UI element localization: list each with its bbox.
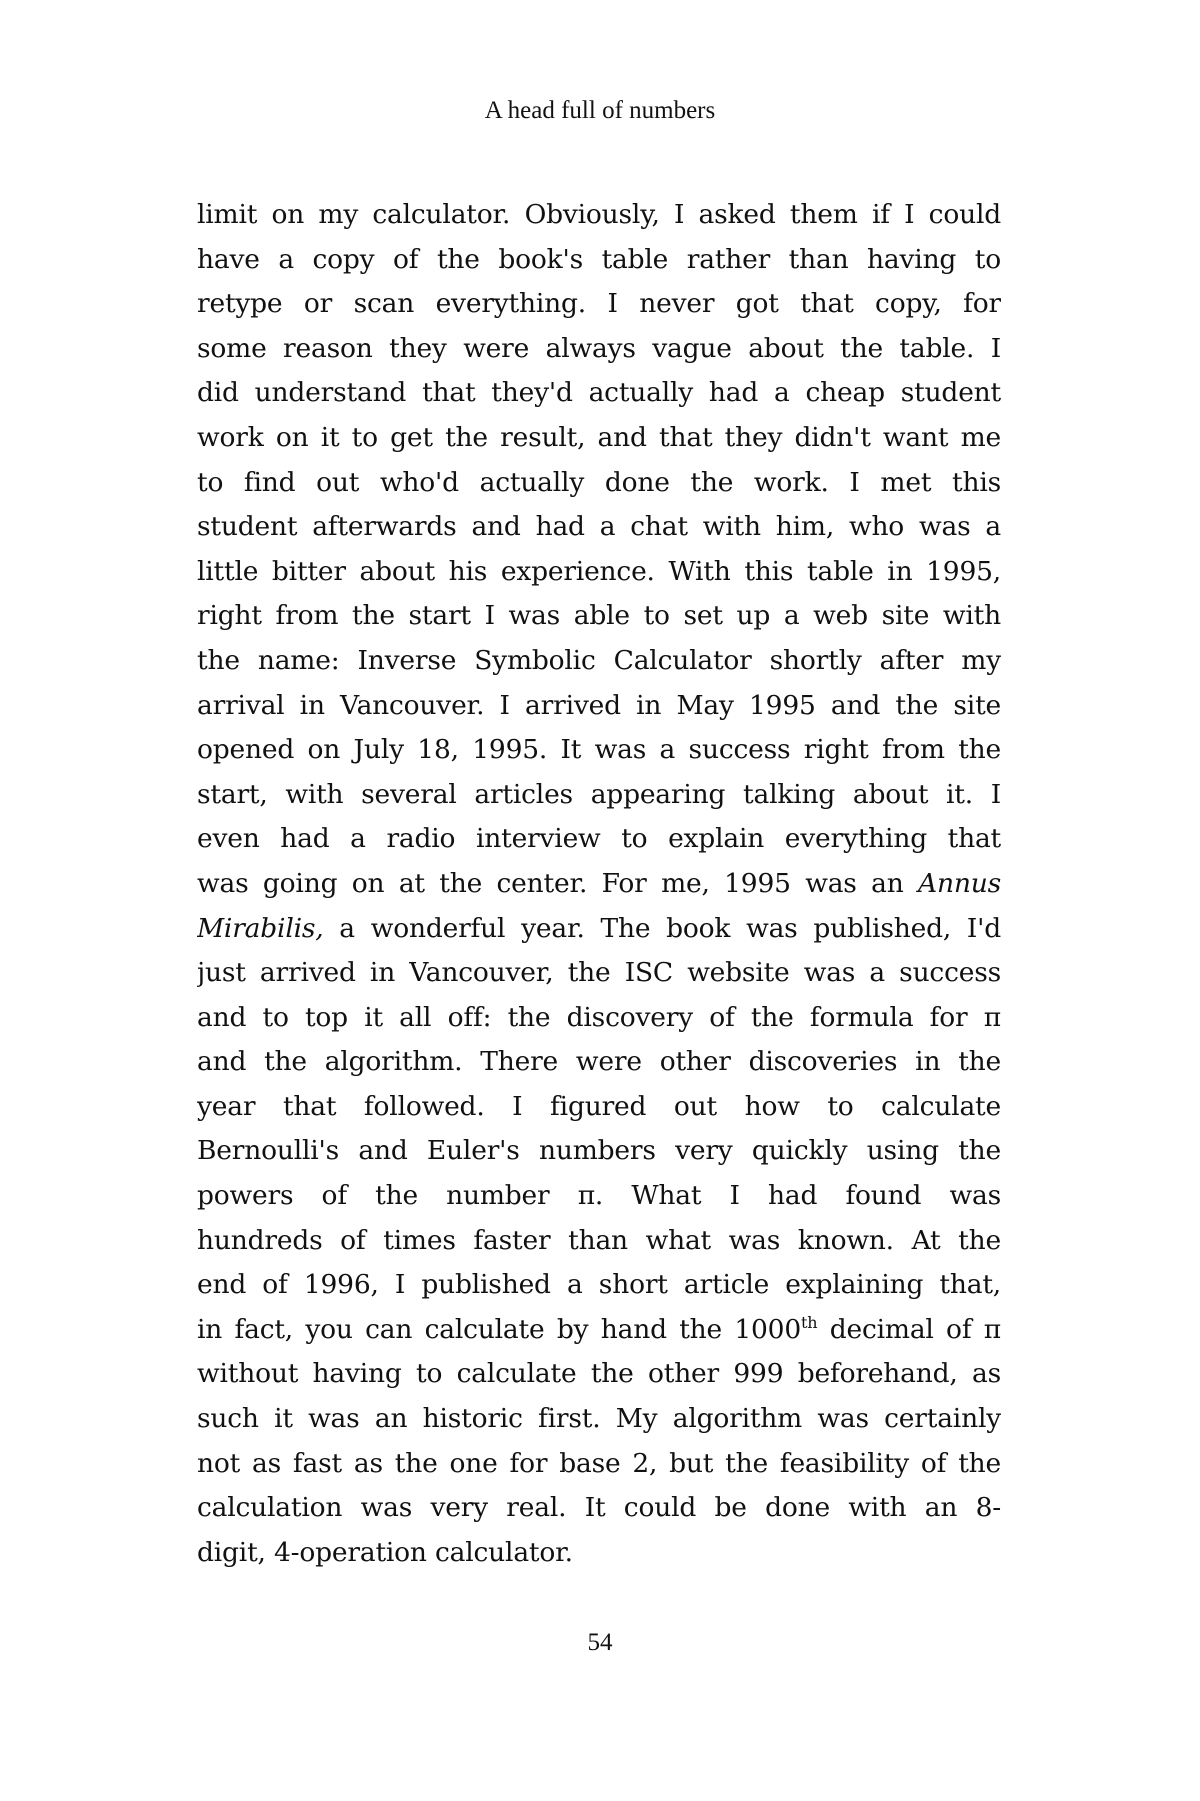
text-line: powers of the number π. What I had found was — [197, 1180, 1001, 1212]
text-line: some reason they were always vague about the table. I — [197, 332, 1001, 364]
text-line: did understand that they'd actually had a cheap student — [197, 377, 1001, 409]
text-line: without having to calculate the other 999 beforehand, as — [197, 1358, 1001, 1390]
text-line: work on it to get the result, and that they didn't want me — [197, 421, 1001, 453]
text-line: calculation was very real. It could be done with an 8- — [197, 1492, 1001, 1524]
text-line: to find out who'd actually done the work. I met this — [197, 466, 1001, 498]
text-line-part: was going on at the center. For me, 1995 was an — [197, 867, 904, 899]
text-line-part: in fact, you can calculate by hand the 1000 — [197, 1313, 802, 1345]
text-line: the name: Inverse Symbolic Calculator shortly after my — [197, 644, 1001, 676]
text-line: end of 1996, I published a short article explaining that, — [197, 1269, 1001, 1301]
text-line — [197, 907, 1001, 952]
text-line-part: decimal of π — [817, 1313, 1001, 1345]
text-line: and the algorithm. There were other discoveries in the — [197, 1046, 1001, 1078]
italic-text: Mirabilis, — [197, 912, 324, 944]
text-line: limit on my calculator. Obviously, I asked them if I could — [197, 199, 1001, 230]
text-line: student afterwards and had a chat with him, who was a — [197, 511, 1001, 543]
text-line: digit, 4-operation calculator. — [197, 1536, 573, 1568]
text-line: arrival in Vancouver. I arrived in May 1995 and the site — [197, 689, 1001, 721]
running-head: A head full of numbers — [484, 97, 716, 124]
text-line — [197, 1308, 1001, 1353]
page-number: 54 — [587, 1629, 613, 1656]
text-line: retype or scan everything. I never got that copy, for — [197, 288, 1001, 320]
text-line — [197, 862, 1001, 907]
superscript: th — [801, 1312, 818, 1332]
text-line: not as fast as the one for base 2, but the feasibility of the — [197, 1447, 1001, 1479]
text-line: little bitter about his experience. With this table in 1995, — [197, 555, 1001, 587]
text-line: start, with several articles appearing talking about it. I — [197, 778, 1001, 810]
body-paragraph — [197, 193, 1001, 1575]
italic-text: Annus — [918, 867, 1001, 899]
text-line: year that followed. I figured out how to calculate — [197, 1090, 1001, 1122]
text-line: hundreds of times faster than what was known. At the — [197, 1224, 1001, 1256]
text-line: Bernoulli's and Euler's numbers very quickly using the — [197, 1135, 1001, 1167]
text-line: have a copy of the book's table rather than having to — [197, 243, 1001, 275]
text-line: just arrived in Vancouver, the ISC website was a success — [197, 957, 1001, 989]
text-line: opened on July 18, 1995. It was a success right from the — [197, 734, 1001, 766]
text-line: such it was an historic first. My algorithm was certainly — [197, 1403, 1001, 1435]
text-line-part: a wonderful year. The book was published, I'd — [323, 912, 1001, 944]
text-line: right from the start I was able to set up a web site with — [197, 600, 1001, 632]
text-line: even had a radio interview to explain everything that — [197, 823, 1001, 855]
text-line: and to top it all off: the discovery of the formula for π — [197, 1001, 1001, 1033]
